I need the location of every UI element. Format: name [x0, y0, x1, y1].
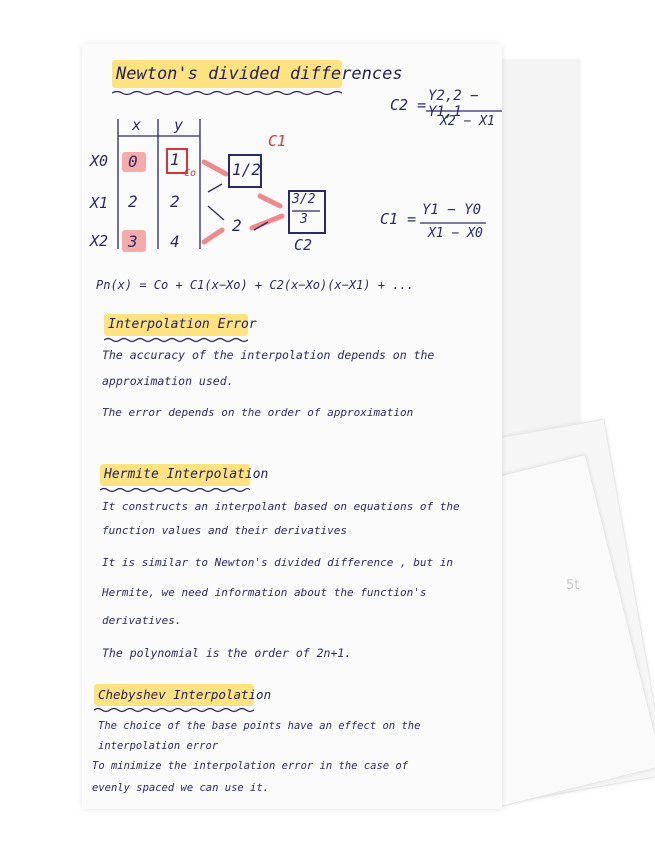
- newton-polynomial: Pn(x) = Co + C1(x−Xo) + C2(x−Xo)(x−X1) + ...: [96, 278, 414, 292]
- second-difference-denominator: 3: [300, 212, 308, 227]
- column-header-y: y: [174, 116, 184, 134]
- note-line: approximation used.: [102, 374, 234, 388]
- note-line: evenly spaced we can use it.: [92, 782, 270, 794]
- c2-formula-lhs: C2 =: [390, 96, 427, 114]
- table-cell-y: 4: [170, 232, 180, 251]
- row-label: X0: [90, 152, 109, 170]
- fraction-bar: [420, 222, 486, 224]
- c1-label: C1: [268, 132, 287, 150]
- c2-formula-numerator: Y2,2 − Y1,1: [428, 88, 479, 120]
- first-divided-difference: 1/2: [232, 160, 261, 179]
- row-label: X2: [90, 232, 109, 250]
- table-cell-y: 2: [170, 192, 180, 211]
- section-heading: Hermite Interpolation: [104, 467, 269, 482]
- c1-formula-lhs: C1 =: [380, 210, 417, 228]
- c2-label: C2: [294, 236, 313, 254]
- first-divided-difference: 2: [232, 216, 242, 235]
- section-heading: Interpolation Error: [108, 317, 257, 332]
- note-line: The choice of the base points have an effect on the: [98, 720, 421, 732]
- note-line: function values and their derivatives: [102, 524, 348, 537]
- note-line: To minimize the interpolation error in the case of: [92, 760, 409, 772]
- note-line: Hermite, we need information about the function's: [102, 586, 427, 599]
- heading-underline: [104, 337, 248, 343]
- fraction-bar: [426, 110, 502, 112]
- heading-underline: [100, 487, 250, 493]
- note-line: The error depends on the order of approximation: [102, 406, 414, 419]
- note-line: It constructs an interpolant based on equations of the: [102, 500, 460, 513]
- note-line: The polynomial is the order of 2n+1.: [102, 646, 352, 660]
- note-line: It is similar to Newton's divided difference , but in: [102, 556, 453, 569]
- row-label: X1: [90, 194, 109, 212]
- note-page: [82, 44, 502, 809]
- table-cell-x: 0: [128, 152, 138, 171]
- c0-label: Co: [184, 168, 197, 179]
- table-cell-y: 1: [170, 150, 180, 169]
- note-line: derivatives.: [102, 614, 182, 627]
- note-line: The accuracy of the interpolation depends on the: [102, 348, 435, 362]
- heading-underline: [94, 707, 254, 713]
- table-cell-x: 3: [128, 232, 138, 251]
- c1-formula-numerator: Y1 − Y0: [422, 202, 482, 218]
- section-heading: Chebyshev Interpolation: [98, 687, 272, 702]
- note-line: interpolation error: [98, 740, 219, 752]
- second-difference-numerator: 3/2: [292, 192, 316, 207]
- column-header-x: x: [132, 116, 142, 134]
- page-title: Newton's divided differences: [116, 64, 403, 84]
- c1-formula-denominator: X1 − X0: [428, 226, 483, 241]
- background-mark: 5t: [566, 578, 580, 593]
- table-cell-x: 2: [128, 192, 138, 211]
- c2-formula-denominator: X2 − X1: [440, 114, 495, 129]
